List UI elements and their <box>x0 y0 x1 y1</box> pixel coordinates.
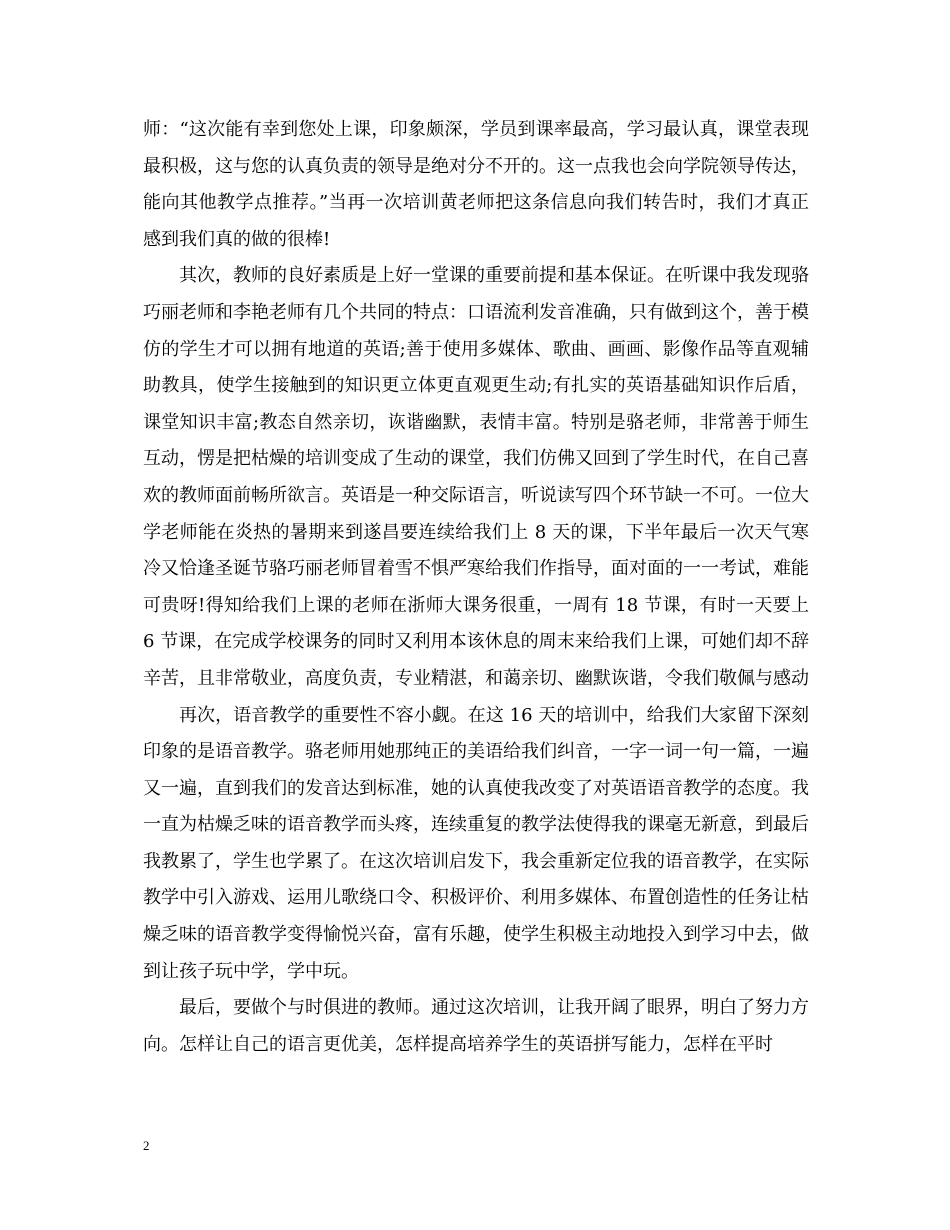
document-body <box>143 112 809 1063</box>
paragraph-4: 最后，要做个与时俱进的教师。通过这次培训，让我开阔了眼界，明白了努力方向。怎样让自己的语言更优美，怎样提高培养学生的英语拼写能力，怎样在平时 <box>143 997 809 1055</box>
paragraph-1: 师：“这次能有幸到您处上课，印象颇深，学员到课率最高，学习最认真，课堂表现最积极，这与您的认真负责的领导是绝对分不开的。这一点我也会向学院领导传达，能向其他教学点推荐。”当再一次培训黄老师把这条信息向我们转告时，我们才真正感到我们真的做的很棒! <box>143 119 809 250</box>
paragraph-3: 再次，语音教学的重要性不容小觑。在这 16 天的培训中，给我们大家留下深刻印象的是语音教学。骆老师用她那纯正的美语给我们纠音，一字一词一句一篇，一遍又一遍，直到我们的发音达到标准，她的认真使我改变了对英语语音教学的态度。我一直为枯燥乏味的语音教学而头疼，连续重复的教学法使得我的课毫无新意，到最后我教累了，学生也学累了。在这次培训启发下，我会重新定位我的语音教学，在实际教学中引入游戏、运用儿歌绕口令、积极评价、利用多媒体、布置创造性的任务让枯燥乏味的语音教学变得愉悦兴奋，富有乐趣，使学生积极主动地投入到学习中去，做到让孩子玩中学，学中玩。 <box>143 704 809 982</box>
page-number: 2 <box>143 1138 150 1153</box>
paragraph-2: 其次，教师的良好素质是上好一堂课的重要前提和基本保证。在听课中我发现骆巧丽老师和李艳老师有几个共同的特点：口语流利发音准确，只有做到这个，善于模仿的学生才可以拥有地道的英语;善于使用多媒体、歌曲、画画、影像作品等直观辅助教具，使学生接触到的知识更立体更直观更生动;有扎实的英语基础知识作后盾，课堂知识丰富;教态自然亲切，诙谐幽默，表情丰富。特别是骆老师，非常善于师生互动，愣是把枯燥的培训变成了生动的课堂，我们仿佛又回到了学生时代，在自己喜欢的教师面前畅所欲言。英语是一种交际语言，听说读写四个环节缺一不可。一位大学老师能在炎热的暑期来到遂昌要连续给我们上 8 天的课，下半年最后一次天气寒冷又恰逢圣诞节骆巧丽老师冒着雪不惧严寒给我们作指导，面对面的一一考试，难能可贵呀!得知给我们上课的老师在浙师大课务很重，一周有 18 节课，有时一天要上 6 节课，在完成学校课务的同时又利用本该休息的周末来给我们上课，可她们却不辞辛苦，且非常敬业，高度负责，专业精湛，和蔼亲切、幽默诙谐，令我们敬佩与感动 <box>143 265 809 689</box>
